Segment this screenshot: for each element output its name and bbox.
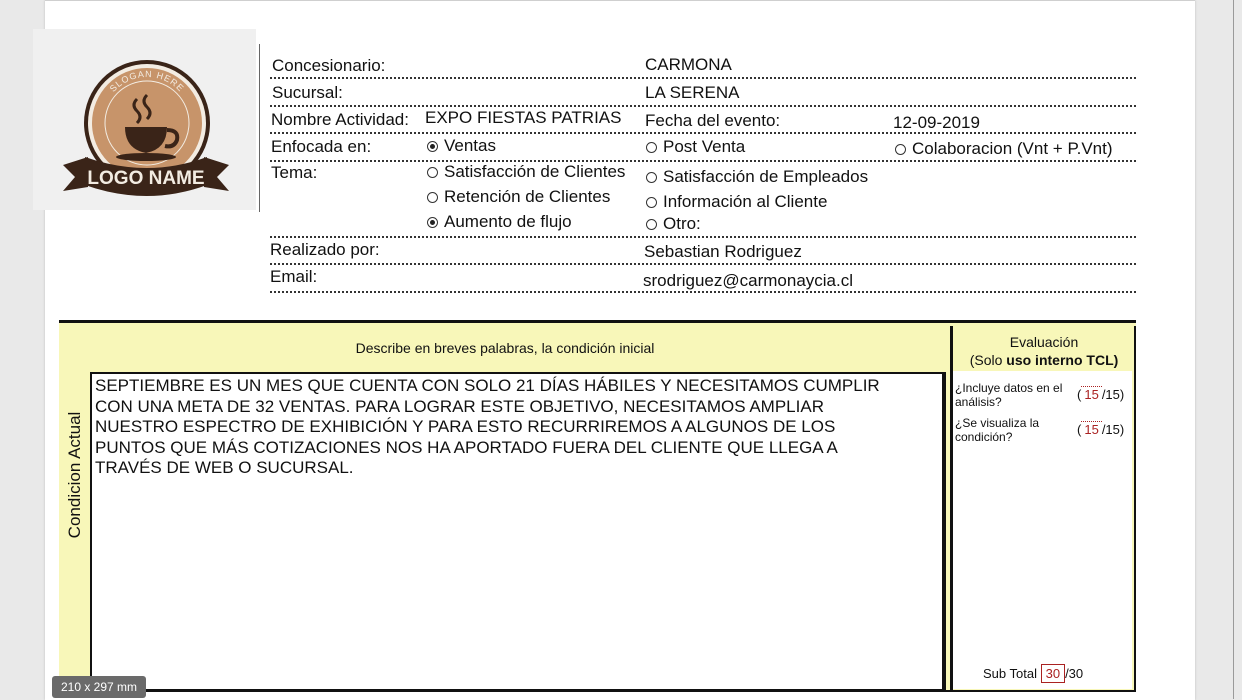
nombre-actividad-value: EXPO FIESTAS PATRIAS [425,108,622,127]
svg-text:LOGO NAME: LOGO NAME [87,168,205,189]
text-line: TRAVÉS DE WEB O SUCURSAL. [95,458,354,477]
concesionario-value: CARMONA [645,55,732,74]
radio-label: Ventas [444,136,496,155]
tema-label: Tema: [271,163,318,182]
eval-divider [950,326,953,692]
radio-label: Post Venta [663,137,746,156]
nombre-actividad-label: Nombre Actividad: [271,110,409,129]
eval-right-border [1134,326,1136,692]
score-value: 15 [1081,421,1101,437]
eval-header [954,333,1134,369]
realizado-por-value: Sebastian Rodriguez [644,242,802,261]
radio-label: Satisfacción de Empleados [663,167,869,186]
radio-otro[interactable] [646,214,701,234]
eval-subtitle [954,351,1134,369]
email-label: Email: [270,267,318,286]
row-divider [270,132,1136,134]
enfocada-en-label: Enfocada en: [271,137,372,156]
text-line: SEPTIEMBRE ES UN MES QUE CUENTA CON SOLO 21 DÍAS HÁBILES Y NECESITAMOS CUMPLIR [95,376,880,395]
svg-text:SLOGAN HERE: SLOGAN HERE [107,68,187,94]
logo-divider [259,44,260,212]
eval-subtitle-close: TCL) [1082,352,1119,368]
question-line: ¿Se visualiza la [955,416,1040,430]
radio-icon [646,197,657,208]
radio-icon [427,217,438,228]
row-divider [270,236,1136,238]
row-divider [270,291,1136,293]
company-logo [33,29,256,210]
radio-satisfaccion-empleados[interactable] [646,167,868,187]
radio-icon [646,172,657,183]
radio-informacion-cliente[interactable] [646,192,827,212]
radio-icon [646,219,657,230]
score-value: 15 [1081,386,1101,402]
score-visualiza-condicion[interactable]: ( 15 /15) [1077,422,1125,437]
row-divider [270,105,1136,107]
radio-label: Colaboracion (Vnt + P.Vnt) [912,139,1113,158]
radio-retencion-clientes[interactable] [427,187,610,207]
describe-header: Describe en breves palabras, la condición inicial [355,340,655,356]
subtotal-value[interactable]: 30 [1041,664,1065,683]
radio-satisfaccion-clientes[interactable] [427,162,625,182]
radio-label: Información al Cliente [663,192,828,211]
radio-label: Otro: [663,214,701,233]
radio-label: Satisfacción de Clientes [444,162,626,181]
subtotal-max: /30 [1065,666,1084,681]
subtotal [983,664,1083,683]
condition-text [95,376,930,479]
row-divider [270,77,1136,79]
viewer-edge [1233,0,1234,699]
radio-label: Retención de Clientes [444,187,611,206]
sucursal-label: Sucursal: [272,83,343,102]
condicion-actual-label: Condicion Actual [65,411,84,539]
question-visualiza-condicion [955,416,1039,444]
radio-icon [895,144,906,155]
radio-icon [427,167,438,178]
radio-icon [646,142,657,153]
question-line: condición? [955,430,1013,444]
row-divider [270,160,1136,162]
realizado-por-label: Realizado por: [270,240,380,259]
question-line: análisis? [955,395,1002,409]
radio-icon [427,141,438,152]
text-line: NUESTRO ESPECTRO DE EXHIBICIÓN Y PARA ESTO RECURRIREMOS A ALGUNOS DE LOS [95,417,836,436]
radio-post-venta[interactable] [646,137,745,157]
text-line: CON UNA META DE 32 VENTAS. PARA LOGRAR ESTE OBJETIVO, NECESITAMOS AMPLIAR [95,396,824,416]
radio-aumento-flujo[interactable] [427,212,572,232]
question-line: ¿Incluye datos en el [955,381,1063,395]
eval-title: Evaluación [1009,334,1079,350]
radio-colaboracion[interactable] [895,139,1113,159]
question-incluye-datos [955,381,1062,409]
score-max: /15) [1101,422,1125,437]
radio-label: Aumento de flujo [444,212,572,231]
score-incluye-datos[interactable]: ( 15 /15) [1077,387,1125,402]
score-max: /15) [1101,387,1125,402]
eval-subtitle-bold: uso interno [1006,352,1083,368]
section-top-border [59,320,1136,323]
text-line: PUNTOS QUE MÁS COTIZACIONES NOS HA APORTADO FUERA DEL CLIENTE QUE LLEGA A [95,437,838,457]
radio-icon [427,192,438,203]
fecha-evento-label: Fecha del evento: [645,111,781,130]
page-size-badge: 210 x 297 mm [52,676,146,698]
sucursal-value: LA SERENA [645,83,740,102]
radio-ventas[interactable] [427,136,496,156]
section-bottom-border [59,690,1136,692]
concesionario-label: Concesionario: [272,56,386,75]
eval-subtitle-open: (Solo [969,352,1007,368]
subtotal-label: Sub Total [983,666,1037,681]
email-value: srodriguez@carmonaycia.cl [643,271,854,290]
fecha-evento-value: 12-09-2019 [893,113,980,132]
row-divider [270,263,1136,265]
